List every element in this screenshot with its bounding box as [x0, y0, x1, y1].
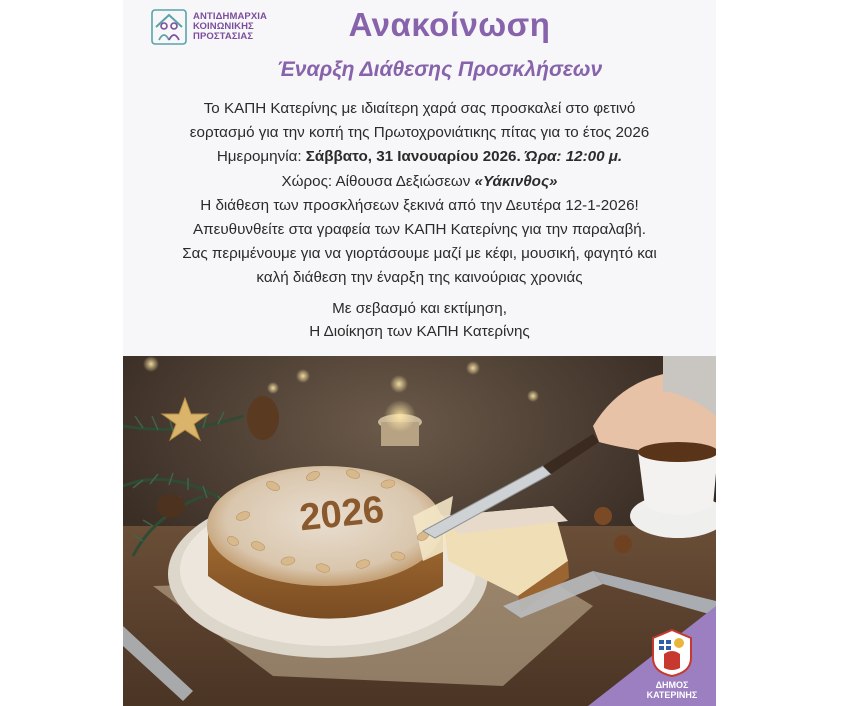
body-line: Το ΚΑΠΗ Κατερίνης με ιδιαίτερη χαρά σας προσκαλεί στο φετινό [203, 100, 636, 117]
cake-illustration [123, 356, 716, 706]
signoff-line: Με σεβασμό και εκτίμηση, [332, 300, 507, 317]
logo-line: ΚΟΙΝΩΝΙΚΗΣ [193, 21, 254, 32]
page-subtitle: Έναρξη Διάθεσης Προσκλήσεων [276, 58, 603, 81]
municipality-line: ΚΑΤΕΡΙΝΗΣ [646, 690, 698, 700]
time-value: Ώρα: 12:00 μ. [524, 148, 623, 166]
body-line: Σας περιμένουμε για να γιορτάσουμε μαζί με κέφι, μουσική, φαγητό και [182, 245, 657, 263]
body-line: Η διάθεση των προσκλήσεων ξεκινά από την Δευτέρα 12-1-2026! [200, 196, 639, 214]
body-line: Απευθυνθείτε στα γραφεία των ΚΑΠΗ Κατερίνης για την παραλαβή. [193, 221, 646, 239]
date-line [123, 145, 716, 169]
date-value: Σάββατο, 31 Ιανουαρίου 2026. [305, 148, 525, 166]
municipality-emblem-icon [649, 628, 695, 678]
cake-year-text: 2026 [297, 488, 386, 540]
page-title: Ανακοίνωση [348, 6, 551, 43]
body-line: εορτασμό για την κοπή της Πρωτοχρονιάτικης πίτας για το έτος 2026 [189, 124, 650, 142]
signoff-line: Η Διοίκηση των ΚΑΠΗ Κατερίνης [309, 323, 530, 340]
signoff [123, 297, 716, 343]
announcement-body [123, 97, 716, 291]
date-label: Ημερομηνία: [216, 148, 306, 166]
municipality-line: ΔΗΜΟΣ [655, 680, 689, 690]
venue-label: Χώρος: Αίθουσα Δεξιώσεων [281, 172, 475, 190]
venue-line [123, 170, 716, 194]
logo-line: ΑΝΤΙΔΗΜΑΡΧΙΑ [193, 11, 267, 22]
announcement-poster [123, 0, 716, 706]
venue-value: «Υάκινθος» [474, 172, 558, 190]
municipality-logo [642, 628, 702, 700]
vasilopita-photo [123, 356, 716, 706]
logo-line: ΠΡΟΣΤΑΣΙΑΣ [193, 31, 254, 42]
body-line: καλή διάθεση την έναρξη της καινούριας χρονιάς [256, 269, 583, 287]
